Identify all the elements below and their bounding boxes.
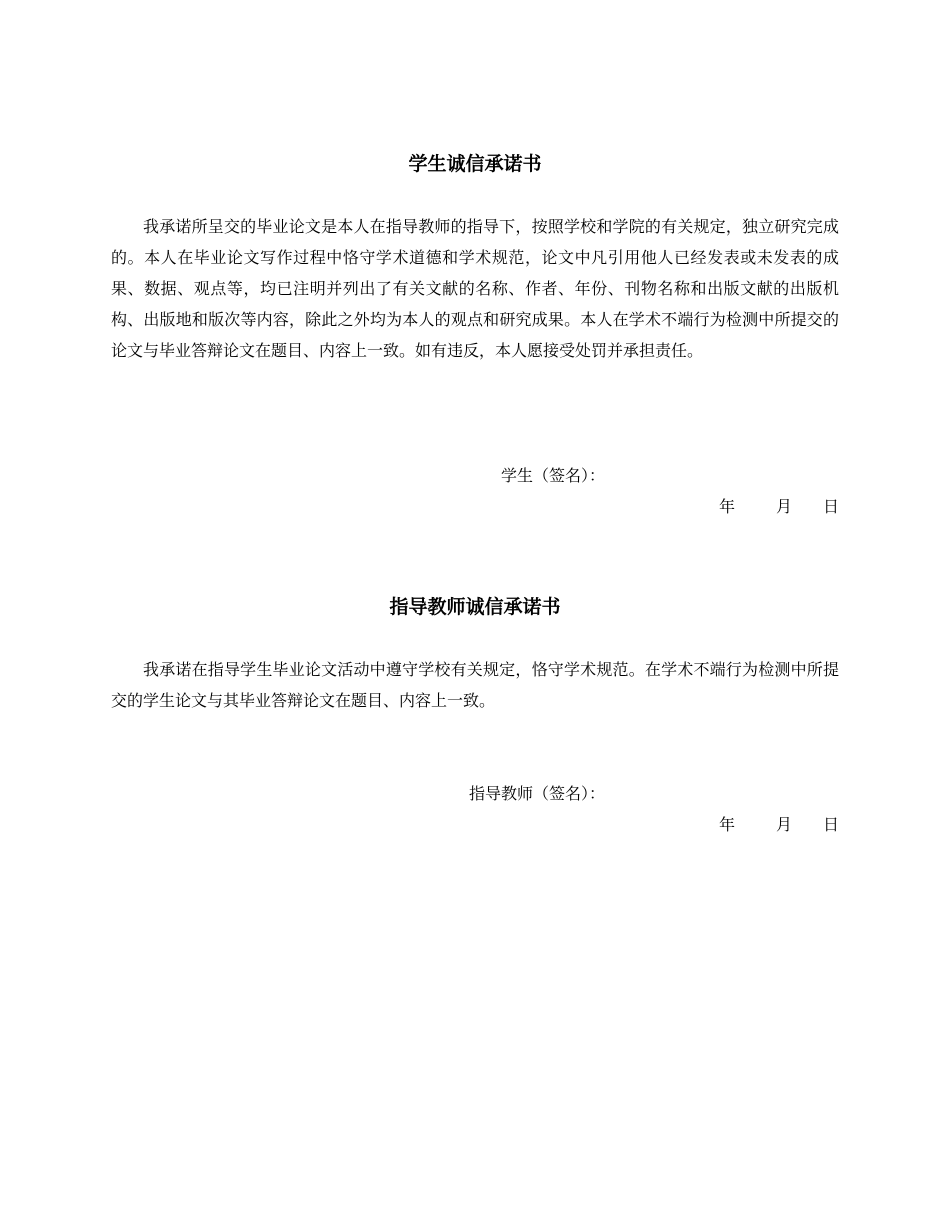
student-pledge-title: 学生诚信承诺书 bbox=[408, 153, 542, 175]
teacher-signature-label: 指导教师（签名）： bbox=[469, 784, 606, 803]
student-date-day: 日 bbox=[823, 497, 840, 516]
student-signature-label: 学生（签名）： bbox=[501, 466, 606, 485]
student-pledge-body: 我承诺所呈交的毕业论文是本人在指导教师的指导下，按照学校和学院的有关规定，独立研究完成的。本人在毕业论文写作过程中恪守学术道德和学术规范，论文中凡引用他人已经发表或未发表的成果、数据、观点等，均已注明并列出了有关文献的名称、作者、年份、刊物名称和出版文献的出版机构、出版地和版次等内容，除此之外均为本人的观点和研究成果。本人在学术不端行为检测中所提交的论文与毕业答辩论文在题目、内容上一致。如有违反，本人愿接受处罚并承担责任。 bbox=[111, 217, 839, 360]
teacher-date-year: 年 bbox=[719, 815, 736, 834]
teacher-pledge-body: 我承诺在指导学生毕业论文活动中遵守学校有关规定，恪守学术规范。在学术不端行为检测中所提交的学生论文与其毕业答辩论文在题目、内容上一致。 bbox=[111, 660, 839, 710]
student-date-line bbox=[712, 496, 842, 518]
student-date-year: 年 bbox=[719, 497, 736, 516]
teacher-date-day: 日 bbox=[823, 815, 840, 834]
student-date-month: 月 bbox=[776, 497, 793, 516]
teacher-date-month: 月 bbox=[776, 815, 793, 834]
teacher-pledge-title: 指导教师诚信承诺书 bbox=[389, 596, 561, 618]
teacher-date-line bbox=[712, 814, 842, 836]
